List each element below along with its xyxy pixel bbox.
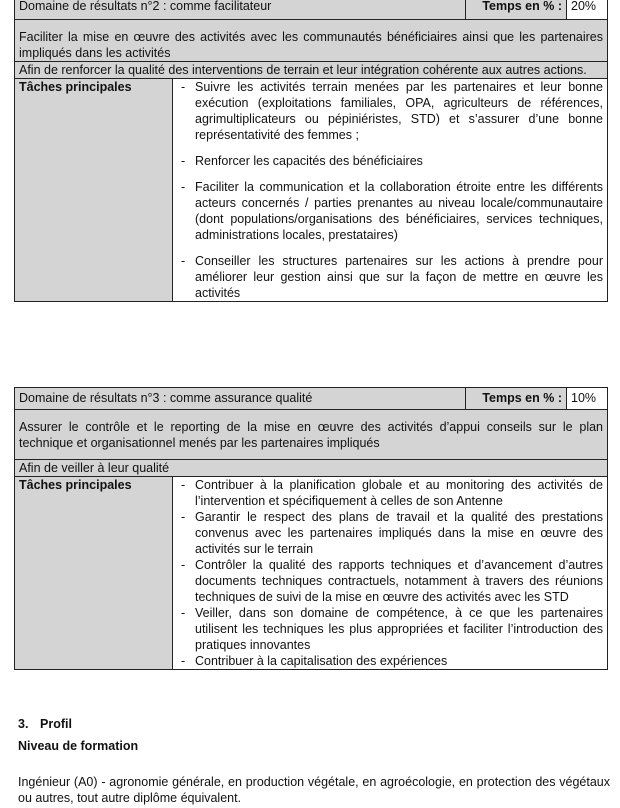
domain3-task: - Contribuer à la planification globale et au monitoring des activités de l’intervention et spécifiquement à celles de son Antenne — [177, 477, 603, 509]
domain2-tasks — [173, 79, 608, 302]
domain3-temps-label: Temps en % : — [466, 388, 567, 410]
domain2-purpose: Faciliter la mise en œuvre des activités avec les communautés bénéficiaires ainsi que les partenaires impliqués dans les activités — [15, 20, 608, 62]
domain3-table — [14, 387, 608, 670]
domain2-tasks-label: Tâches principales — [15, 79, 173, 302]
domain3-task: - Contribuer à la capitalisation des expériences — [177, 653, 603, 669]
domain3-tasks — [173, 477, 608, 670]
domain2-task: - Faciliter la communication et la collaboration étroite entre les différents acteurs concernés / parties prenantes au niveau locale/communautaire (dont populations/organisations des bénéficiaires, services techniques, administrations locales, prestataires) — [177, 179, 603, 243]
domain2-temps-value: 20% — [567, 0, 608, 20]
profil-title: Profil — [40, 717, 72, 731]
domain3-tasks-label: Tâches principales — [15, 477, 173, 670]
domain3-task: - Garantir le respect des plans de travail et la qualité des prestations convenus avec les partenaires impliqués dans la mise en œuvre des activités sur le terrain — [177, 509, 603, 557]
domain3-title: Domaine de résultats n°3 : comme assurance qualité — [15, 388, 466, 410]
domain3-task: - Contrôler la qualité des rapports techniques et d’avancement d’autres documents techniques contractuels, notamment à travers des réunions techniques de suivi de la mise en œuvre des activités avec les STD — [177, 557, 603, 605]
domain2-temps-label: Temps en % : — [466, 0, 567, 20]
domain3-task: - Veiller, dans son domaine de compétence, à ce que les partenaires utilisent les techniques les plus appropriées et faciliter l’introduction des pratiques innovantes — [177, 605, 603, 653]
profil-number: 3. — [18, 717, 29, 731]
profil-section — [18, 716, 610, 806]
domain2-objective: Afin de renforcer la qualité des interventions de terrain et leur intégration cohérente aux autres actions. — [15, 62, 608, 79]
domain3-objective: Afin de veiller à leur qualité — [15, 460, 608, 477]
domain3-purpose: Assurer le contrôle et le reporting de la mise en œuvre des activités d’appui conseils sur le plan technique et organisationnel menés par les partenaires impliqués — [15, 410, 608, 460]
profil-heading — [18, 716, 610, 732]
domain2-task: - Renforcer les capacités des bénéficiaires — [177, 153, 603, 169]
domain2-task: - Suivre les activités terrain menées par les partenaires et leur bonne exécution (exploitations familiales, OPA, agriculteurs de références, agrimultiplicateurs ou pépiniéristes, STD) et s’assurer d’une bonne représentativité des femmes ; — [177, 79, 603, 143]
domain3-temps-value: 10% — [567, 388, 608, 410]
domain2-table — [14, 0, 608, 302]
domain2-title: Domaine de résultats n°2 : comme facilitateur — [15, 0, 466, 20]
domain2-task: - Conseiller les structures partenaires sur les actions à prendre pour améliorer leur gestion ainsi que sur la façon de mettre en œuvre les activités — [177, 253, 603, 301]
profil-text: Ingénieur (A0) - agronomie générale, en production végétale, en agroécologie, en protection des végétaux ou autres, tout autre diplôme équivalent. — [18, 775, 610, 805]
profil-subheading: Niveau de formation — [18, 739, 139, 753]
